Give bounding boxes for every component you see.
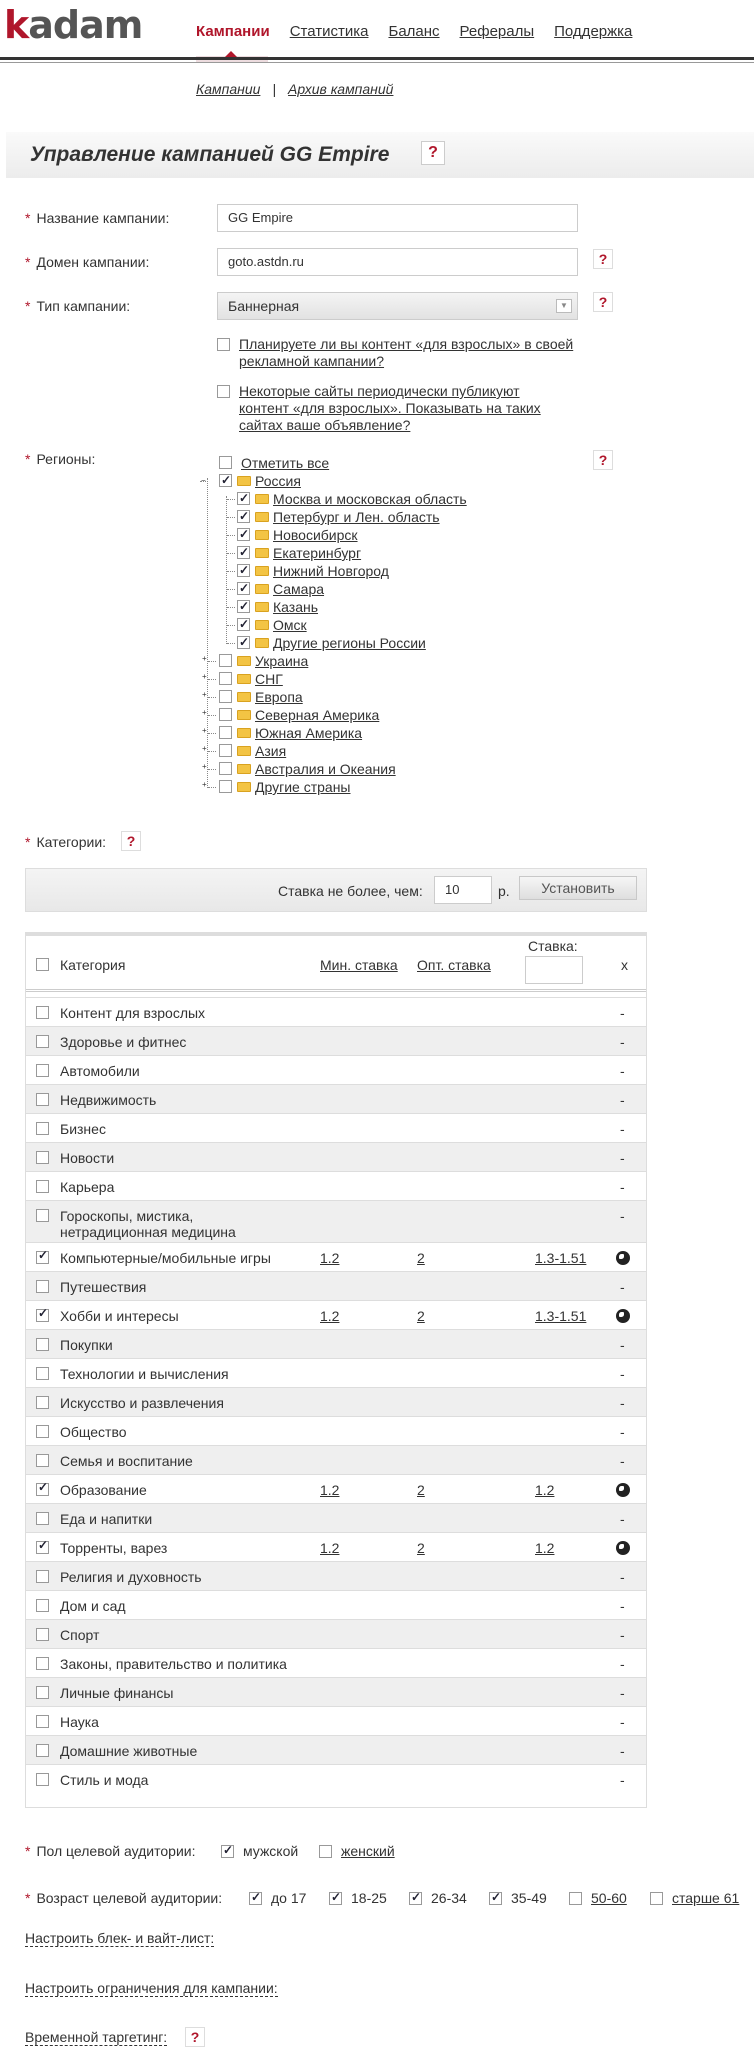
category-name: Религия и духовность: [60, 1569, 202, 1585]
select-all-categories-checkbox[interactable]: [36, 958, 49, 971]
category-name: Законы, правительство и политика: [60, 1656, 287, 1672]
table-row: [26, 1590, 646, 1619]
page-title: Управление кампанией GG Empire: [30, 143, 390, 166]
age-label: * Возраст целевой аудитории:: [25, 1890, 223, 1906]
folder-icon: [255, 566, 269, 576]
table-row: [26, 1532, 646, 1561]
table-header: [26, 936, 646, 992]
category-checkbox[interactable]: [36, 1367, 49, 1380]
campaign-domain-label: * Домен кампании:: [25, 254, 150, 270]
no-bid-dash: -: [620, 1395, 625, 1411]
bid-limit-label: Ставка не более, чем:: [278, 883, 423, 899]
category-name: Искусство и развлечения: [60, 1395, 224, 1411]
category-checkbox[interactable]: [36, 1035, 49, 1048]
expand-icon[interactable]: +: [202, 708, 207, 717]
region-checkbox[interactable]: [219, 672, 232, 685]
expand-icon[interactable]: +: [202, 762, 207, 771]
category-name-line2: нетрадиционная медицина: [60, 1224, 236, 1240]
category-checkbox[interactable]: [36, 1657, 49, 1670]
adult-sites-option[interactable]: Некоторые сайты периодически публикуют контент «для взрослых». Показывать на таких сайтах ваше объявление?: [217, 383, 597, 435]
folder-icon: [237, 656, 251, 666]
category-checkbox[interactable]: [36, 1180, 49, 1193]
expand-icon[interactable]: +: [202, 690, 207, 699]
no-bid-dash: -: [620, 1453, 625, 1469]
no-bid-dash: -: [620, 1366, 625, 1382]
no-bid-dash: -: [620, 1743, 625, 1759]
folder-icon: [255, 530, 269, 540]
category-checkbox[interactable]: [36, 1541, 49, 1554]
help-icon[interactable]: ?: [421, 141, 445, 165]
domain-help-icon[interactable]: ?: [593, 249, 613, 269]
folder-icon: [255, 602, 269, 612]
table-row: [26, 1300, 646, 1329]
globe-icon[interactable]: [616, 1541, 630, 1555]
category-checkbox[interactable]: [36, 1570, 49, 1583]
region-checkbox[interactable]: [237, 546, 250, 559]
category-name: Семья и воспитание: [60, 1453, 193, 1469]
nav-balance[interactable]: Баланс: [388, 23, 440, 40]
age-checkbox[interactable]: [489, 1892, 502, 1905]
category-opt-bid[interactable]: 2: [417, 1250, 425, 1266]
category-name: Карьера: [60, 1179, 115, 1195]
header-category: Категория: [60, 957, 126, 973]
female-checkbox[interactable]: [319, 1845, 332, 1858]
table-row: [26, 1084, 646, 1113]
header-divider-thin: [0, 62, 754, 63]
subnav-campaigns[interactable]: Кампании: [196, 81, 261, 97]
region-checkbox[interactable]: [219, 654, 232, 667]
category-checkbox[interactable]: [36, 1309, 49, 1322]
folder-icon: [237, 782, 251, 792]
header-divider: [0, 57, 754, 60]
nav-support[interactable]: Поддержка: [554, 23, 633, 40]
region-checkbox[interactable]: [219, 690, 232, 703]
table-row: [26, 1055, 646, 1084]
nav-statistics[interactable]: Статистика: [289, 23, 369, 40]
region-checkbox[interactable]: [237, 528, 250, 541]
adult-content-option[interactable]: Планируете ли вы контент «для взрослых» в своей рекламной кампании?: [217, 336, 597, 370]
folder-icon: [237, 710, 251, 720]
category-checkbox[interactable]: [36, 1064, 49, 1077]
no-bid-dash: -: [620, 1121, 625, 1137]
category-name: Технологии и вычисления: [60, 1366, 229, 1382]
globe-icon[interactable]: [616, 1309, 630, 1323]
table-row: [26, 1619, 646, 1648]
category-opt-bid[interactable]: 2: [417, 1482, 425, 1498]
category-checkbox[interactable]: [36, 1151, 49, 1164]
region-checkbox[interactable]: [237, 564, 250, 577]
region-checkbox[interactable]: [237, 492, 250, 505]
folder-icon: [255, 620, 269, 630]
no-bid-dash: -: [620, 1772, 625, 1788]
no-bid-dash: -: [620, 1179, 625, 1195]
folder-icon: [237, 728, 251, 738]
region-checkbox[interactable]: [219, 708, 232, 721]
campaign-name-input[interactable]: GG Empire: [217, 204, 578, 232]
category-checkbox[interactable]: [36, 1483, 49, 1496]
region-checkbox[interactable]: [219, 744, 232, 757]
nav-campaigns[interactable]: Кампании: [196, 23, 270, 40]
category-name: Хобби и интересы: [60, 1308, 179, 1324]
table-row: [26, 1142, 646, 1171]
category-checkbox[interactable]: [36, 1122, 49, 1135]
expand-icon[interactable]: +: [202, 780, 207, 789]
no-bid-dash: -: [620, 1208, 625, 1224]
no-bid-dash: -: [620, 1511, 625, 1527]
category-name: Покупки: [60, 1337, 113, 1353]
no-bid-dash: -: [620, 1279, 625, 1295]
header-opt-bid[interactable]: Опт. ставка: [417, 957, 491, 973]
categories-help-icon[interactable]: ?: [121, 831, 141, 851]
category-checkbox[interactable]: [36, 1093, 49, 1106]
expand-icon[interactable]: +: [202, 672, 207, 681]
region-checkbox[interactable]: [219, 780, 232, 793]
category-bid-bid[interactable]: 1.2: [535, 1540, 555, 1556]
category-name: Компьютерные/мобильные игры: [60, 1250, 271, 1266]
category-checkbox[interactable]: [36, 1599, 49, 1612]
gender-label: * Пол целевой аудитории:: [25, 1843, 196, 1859]
category-min-bid[interactable]: 1.2: [320, 1540, 340, 1556]
sub-nav: Кампании | Архив кампаний: [196, 81, 394, 97]
table-row: [26, 1200, 646, 1242]
categories-table: [25, 932, 647, 1808]
category-checkbox[interactable]: [36, 1251, 49, 1264]
category-name: Путешествия: [60, 1279, 147, 1295]
header-bid-input[interactable]: [525, 956, 583, 984]
no-bid-dash: -: [620, 1424, 625, 1440]
no-bid-dash: -: [620, 1063, 625, 1079]
type-help-icon[interactable]: ?: [593, 292, 613, 312]
category-name: Стиль и мода: [60, 1772, 149, 1788]
category-checkbox[interactable]: [36, 1006, 49, 1019]
table-row: [26, 1358, 646, 1387]
category-name: Недвижимость: [60, 1092, 157, 1108]
currency-label: р.: [498, 883, 510, 899]
region-checkbox[interactable]: [219, 474, 232, 487]
no-bid-dash: -: [620, 1598, 625, 1614]
table-row: [26, 1706, 646, 1735]
no-bid-dash: -: [620, 1034, 625, 1050]
table-row: [26, 1764, 646, 1793]
region-checkbox[interactable]: [237, 582, 250, 595]
folder-icon: [237, 674, 251, 684]
category-checkbox[interactable]: [36, 1512, 49, 1525]
category-checkbox[interactable]: [36, 1425, 49, 1438]
folder-icon: [255, 548, 269, 558]
set-bid-button[interactable]: Установить: [519, 876, 637, 900]
category-name: Спорт: [60, 1627, 100, 1643]
expand-icon[interactable]: +: [202, 744, 207, 753]
category-name: Наука: [60, 1714, 99, 1730]
kadam-logo[interactable]: kadam: [4, 3, 143, 47]
folder-icon: [255, 494, 269, 504]
table-row: [26, 1503, 646, 1532]
no-bid-dash: -: [620, 1337, 625, 1353]
age-checkbox[interactable]: [249, 1892, 262, 1905]
category-bid-bid[interactable]: 1.2: [535, 1482, 555, 1498]
time-targeting-link[interactable]: Временной таргетинг:: [25, 2029, 168, 2045]
campaign-name-label: * Название кампании:: [25, 210, 170, 226]
table-row: [26, 1677, 646, 1706]
no-bid-dash: -: [620, 1569, 625, 1585]
region-checkbox[interactable]: [219, 726, 232, 739]
category-name: Здоровье и фитнес: [60, 1034, 187, 1050]
time-targeting-help-icon[interactable]: ?: [185, 2027, 205, 2047]
no-bid-dash: -: [620, 1627, 625, 1643]
bid-limit-input[interactable]: 10: [434, 876, 492, 904]
nav-referrals[interactable]: Рефералы: [459, 23, 535, 40]
regions-help-icon[interactable]: ?: [593, 450, 613, 470]
table-row: [26, 997, 646, 1026]
folder-icon: [255, 584, 269, 594]
category-name: Контент для взрослых: [60, 1005, 206, 1021]
subnav-archive[interactable]: Архив кампаний: [288, 81, 394, 97]
category-bid-bid[interactable]: 1.3-1.51: [535, 1250, 587, 1266]
age-checkbox[interactable]: [329, 1892, 342, 1905]
table-row: [26, 1416, 646, 1445]
globe-icon[interactable]: [616, 1483, 630, 1497]
select-all-checkbox[interactable]: [219, 456, 232, 469]
male-checkbox[interactable]: [221, 1845, 234, 1858]
campaign-domain-input[interactable]: goto.astdn.ru: [217, 248, 578, 276]
category-checkbox[interactable]: [36, 1744, 49, 1757]
category-name: Образование: [60, 1482, 147, 1498]
folder-icon: [237, 692, 251, 702]
category-name: Еда и напитки: [60, 1511, 153, 1527]
no-bid-dash: -: [620, 1092, 625, 1108]
category-name: Автомобили: [60, 1063, 140, 1079]
tree-line: [207, 478, 208, 788]
regions-label: * Регионы:: [25, 451, 96, 467]
region-checkbox[interactable]: [237, 600, 250, 613]
campaign-type-select[interactable]: Баннерная ▼: [217, 292, 578, 320]
age-checkbox[interactable]: [650, 1892, 663, 1905]
bid-limit-panel: [25, 868, 647, 912]
header-x: x: [621, 957, 628, 973]
table-row: [26, 1735, 646, 1764]
table-row: [26, 1561, 646, 1590]
category-min-bid[interactable]: 1.2: [320, 1250, 340, 1266]
folder-icon: [237, 764, 251, 774]
globe-icon[interactable]: [616, 1251, 630, 1265]
category-opt-bid[interactable]: 2: [417, 1540, 425, 1556]
category-checkbox[interactable]: [36, 1209, 49, 1222]
main-nav: [196, 23, 652, 40]
no-bid-dash: -: [620, 1005, 625, 1021]
category-name: Торренты, варез: [60, 1540, 168, 1556]
category-name: Новости: [60, 1150, 115, 1166]
table-row: [26, 1648, 646, 1677]
table-row: [26, 1445, 646, 1474]
campaign-type-label: * Тип кампании:: [25, 298, 131, 314]
header-bid: Ставка:: [528, 938, 578, 954]
category-min-bid[interactable]: 1.2: [320, 1482, 340, 1498]
chevron-down-icon: ▼: [556, 299, 572, 313]
category-checkbox[interactable]: [36, 1686, 49, 1699]
collapse-icon[interactable]: −: [201, 476, 206, 485]
table-row: [26, 1242, 646, 1271]
age-checkbox[interactable]: [569, 1892, 582, 1905]
category-name: Гороскопы, мистика,: [60, 1208, 194, 1224]
category-name: Дом и сад: [60, 1598, 126, 1614]
table-row: [26, 1271, 646, 1300]
category-name: Бизнес: [60, 1121, 106, 1137]
category-bid-bid[interactable]: 1.3-1.51: [535, 1308, 587, 1324]
no-bid-dash: -: [620, 1656, 625, 1672]
category-checkbox[interactable]: [36, 1338, 49, 1351]
no-bid-dash: -: [620, 1714, 625, 1730]
folder-icon: [255, 512, 269, 522]
region-checkbox[interactable]: [237, 618, 250, 631]
no-bid-dash: -: [620, 1150, 625, 1166]
folder-icon: [237, 746, 251, 756]
adult-content-checkbox[interactable]: [217, 338, 230, 351]
category-checkbox[interactable]: [36, 1715, 49, 1728]
category-checkbox[interactable]: [36, 1454, 49, 1467]
category-name: Личные финансы: [60, 1685, 174, 1701]
table-row: [26, 1026, 646, 1055]
table-row: [26, 1171, 646, 1200]
folder-icon: [237, 476, 251, 486]
category-checkbox[interactable]: [36, 1280, 49, 1293]
age-checkbox[interactable]: [409, 1892, 422, 1905]
expand-icon[interactable]: +: [202, 726, 207, 735]
region-checkbox[interactable]: [219, 762, 232, 775]
header-min-bid[interactable]: Мин. ставка: [320, 957, 398, 973]
table-row: [26, 1474, 646, 1503]
table-row: [26, 1329, 646, 1358]
header: [0, 0, 754, 62]
category-min-bid[interactable]: 1.2: [320, 1308, 340, 1324]
category-opt-bid[interactable]: 2: [417, 1308, 425, 1324]
categories-label: * Категории:: [25, 834, 107, 850]
no-bid-dash: -: [620, 1685, 625, 1701]
tree-line-russia: [226, 496, 227, 644]
region-checkbox[interactable]: [237, 510, 250, 523]
category-checkbox[interactable]: [36, 1773, 49, 1786]
expand-icon[interactable]: +: [202, 654, 207, 663]
category-checkbox[interactable]: [36, 1628, 49, 1641]
region-checkbox[interactable]: [237, 636, 250, 649]
category-name: Общество: [60, 1424, 127, 1440]
category-checkbox[interactable]: [36, 1396, 49, 1409]
folder-icon: [255, 638, 269, 648]
adult-sites-checkbox[interactable]: [217, 385, 230, 398]
limits-link[interactable]: Настроить ограничения для кампании:: [25, 1980, 278, 1996]
table-row: [26, 1113, 646, 1142]
category-name: Домашние животные: [60, 1743, 198, 1759]
blacklist-link[interactable]: Настроить блек- и вайт-лист:: [25, 1930, 215, 1946]
table-row: [26, 1387, 646, 1416]
